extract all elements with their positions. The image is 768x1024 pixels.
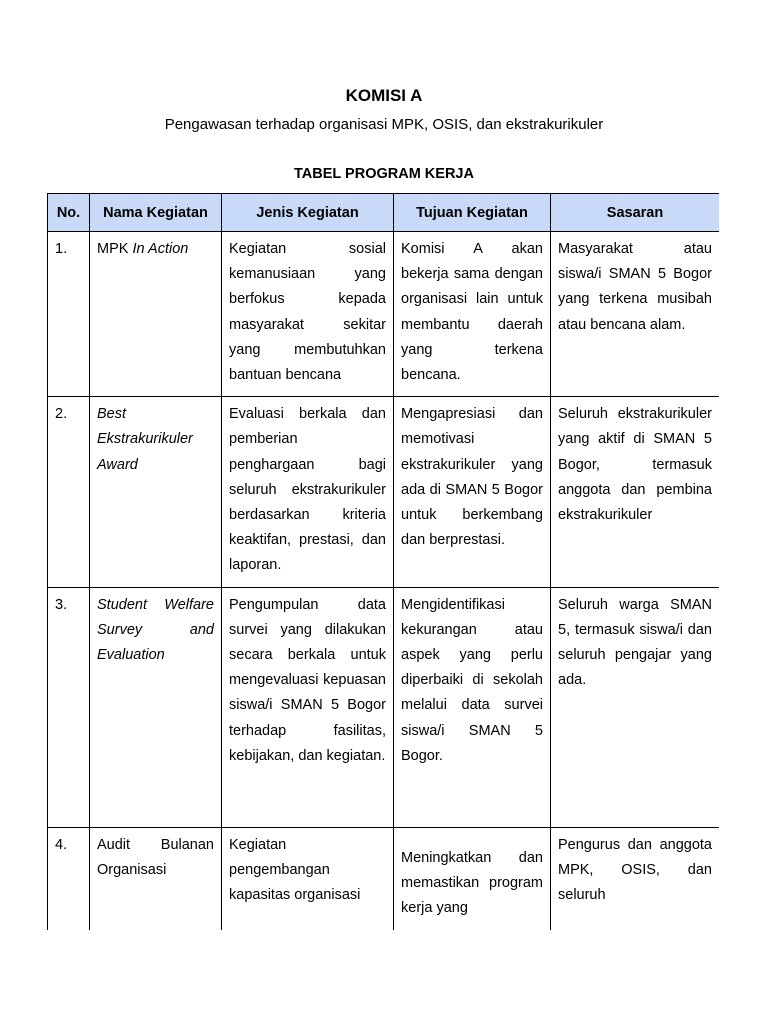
activity-target: Masyarakat atau siswa/i SMAN 5 Bogor yang terkena musibah atau bencana alam. <box>551 232 720 397</box>
activity-target: Pengurus dan anggota MPK, OSIS, dan seluruh <box>551 827 720 930</box>
activity-name-plain: Audit Bulanan Organisasi <box>97 836 214 878</box>
column-header-no: No. <box>48 194 90 232</box>
column-header-jenis-kegiatan: Jenis Kegiatan <box>222 194 394 232</box>
activity-goal: Meningkatkan dan memastikan program kerja yang <box>394 827 551 930</box>
table-title: TABEL PROGRAM KERJA <box>294 166 474 182</box>
row-number: 2. <box>48 397 90 587</box>
activity-name <box>90 587 222 827</box>
table-row <box>48 397 720 587</box>
table-row <box>48 587 720 827</box>
activity-name <box>90 397 222 587</box>
activity-name-plain: MPK <box>97 241 133 257</box>
page-subtitle: Pengawasan terhadap organisasi MPK, OSIS, dan ekstrakurikuler <box>164 116 604 133</box>
activity-type: Kegiatan sosial kemanusiaan yang berfokus kepada masyarakat sekitar yang membutuhkan bantuan bencana <box>222 232 394 397</box>
program-table <box>47 193 719 930</box>
activity-target: Seluruh ekstrakurikuler yang aktif di SMAN 5 Bogor, termasuk anggota dan pembina ekstrakurikuler <box>551 397 720 587</box>
activity-type: Pengumpulan data survei yang dilakukan secara berkala untuk mengevaluasi kepuasan siswa/i SMAN 5 Bogor terhadap fasilitas, kebijakan, dan kegiatan. <box>222 587 394 827</box>
activity-goal: Komisi A akan bekerja sama dengan organisasi lain untuk membantu daerah yang terkena bencana. <box>394 232 551 397</box>
activity-name <box>90 827 222 930</box>
row-number: 4. <box>48 827 90 930</box>
table-header-row <box>48 194 720 232</box>
activity-goal: Mengapresiasi dan memotivasi ekstrakurikuler yang ada di SMAN 5 Bogor untuk berkembang dan berprestasi. <box>394 397 551 587</box>
column-header-tujuan-kegiatan: Tujuan Kegiatan <box>394 194 551 232</box>
activity-name-italic: Best Ekstrakurikuler Award <box>97 406 193 473</box>
activity-name <box>90 232 222 397</box>
row-number: 3. <box>48 587 90 827</box>
program-table-container <box>47 193 719 930</box>
table-row <box>48 232 720 397</box>
page-title: KOMISI A <box>345 86 423 105</box>
column-header-nama-kegiatan: Nama Kegiatan <box>90 194 222 232</box>
row-number: 1. <box>48 232 90 397</box>
activity-target: Seluruh warga SMAN 5, termasuk siswa/i dan seluruh pengajar yang ada. <box>551 587 720 827</box>
activity-type: Evaluasi berkala dan pemberian penghargaan bagi seluruh ekstrakurikuler berdasarkan kriteria keaktifan, prestasi, dan laporan. <box>222 397 394 587</box>
activity-name-italic: Student Welfare Survey and Evaluation <box>97 596 214 664</box>
table-row <box>48 827 720 930</box>
activity-name-italic: In Action <box>132 241 189 257</box>
activity-type: Kegiatan pengembangan kapasitas organisasi <box>222 827 394 930</box>
column-header-sasaran: Sasaran <box>551 194 720 232</box>
activity-goal: Mengidentifikasi kekurangan atau aspek yang perlu diperbaiki di sekolah melalui data survei siswa/i SMAN 5 Bogor. <box>394 587 551 827</box>
